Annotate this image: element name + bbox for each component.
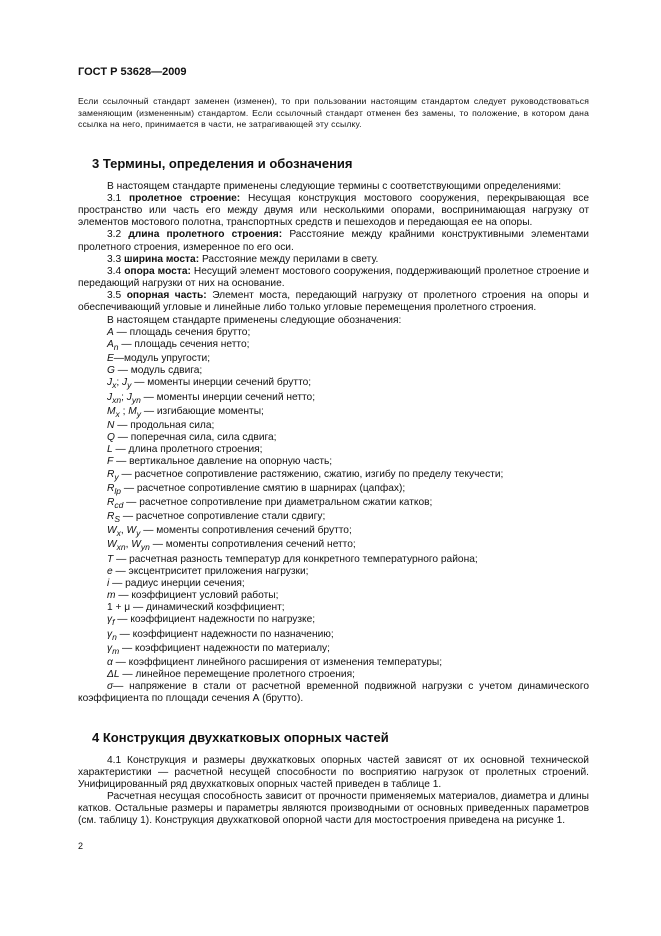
term-name: опора моста: [124,265,191,277]
term-text: Элемент моста, передающий нагрузку от пролетного строения на опоры и обеспечивающий угловые и линейные либо только угловые перемещения пролетного строения. [78,290,589,314]
symbol-separator: ; [116,377,123,389]
symbol: R [107,511,115,523]
symbol-description: — коэффициент надежности по нагрузке; [114,614,316,626]
symbol: G [107,365,115,377]
symbol: N [107,419,115,431]
symbol-definition [78,327,589,339]
term-number: 3.1 [107,192,122,204]
symbol-definition [78,377,589,391]
symbol-definition [78,432,589,444]
symbols-intro: В настоящем стандарте применены следующие обозначения: [107,314,402,326]
symbol-definition [78,511,589,525]
symbol-description: — моменты инерции сечений нетто; [140,391,316,403]
symbol-description: — расчетное сопротивление стали сдвигу; [120,511,326,523]
term-text: Расстояние между крайними конструктивными элементами пролетного строения, измеренное по его оси. [78,229,589,253]
symbol: W [107,525,117,537]
symbol-subscript: y [114,471,119,482]
symbol: R [107,496,115,508]
symbol-definition [78,681,589,705]
symbol-definition [78,456,589,468]
symbol: M [128,405,137,417]
symbol-separator: ; [121,391,127,403]
symbol-definition [78,578,589,590]
symbol-subscript: x [112,380,117,391]
symbol-subscript: xn [112,394,122,405]
symbol-description: — моменты сопротивления сечений брутто; [140,525,352,537]
symbol-separator: , [120,525,127,537]
section-3-title: 3 Термины, определения и обозначения [92,155,353,171]
symbol: W [131,539,141,551]
symbol-definition [78,643,589,657]
symbol: ΔL [107,669,120,681]
symbol-description: — динамический коэффициент; [130,602,285,614]
term-number: 3.4 [107,265,122,277]
symbol-description: — продольная сила; [114,419,215,431]
symbol: R [107,468,115,480]
symbol-subscript: f [112,617,115,628]
symbol: 1 + μ [107,602,131,614]
symbol: A [107,326,114,338]
section-4-paragraph: Расчетная несущая способность зависит от прочности применяемых материалов, диаметра и длины катков. Остальные размеры и параметры являются производными от основных приведенных параметров (см. таблицу 1). Конструкция двухкатковой опорной части для мостостроения приведена на рисунке 1. [78,791,589,827]
section-4-paragraph: 4.1 Конструкция и размеры двухкатковых опорных частей зависят от их основной технической характеристики — расчетной несущей способности по восприятию нагрузок от пролетных строений. Унифицированный ряд двухкатковых опорных частей приведен в таблице 1. [78,754,589,790]
symbol-description: — расчетная разность температур для конкретного температурного района; [113,553,478,565]
symbol-subscript: y [127,380,132,391]
term-number: 3.3 [107,253,122,265]
symbol-subscript: x [116,528,121,539]
symbol-description: — поперечная сила, сила сдвига; [114,432,277,444]
symbol: J [122,377,128,389]
symbol-definition [78,339,589,353]
symbol: J [107,377,113,389]
section-4-body [78,755,589,828]
symbol-definition [78,497,589,511]
symbol-description: — расчетное сопротивление смятию в шарнирах (цапфах); [120,482,406,494]
symbol-subscript: lp [114,485,121,496]
term-text: Расстояние между перилами в свету. [201,253,379,265]
term-text: Несущий элемент мостового сооружения, поддерживающий пролетное строение и передающий нагрузки от них на основание. [78,265,589,290]
symbol-subscript: y [136,528,141,539]
symbol-description: — напряжение в стали от расчетной временной подвижной нагрузки с учетом динамического коэффициента по площади сечения А (брутто). [78,681,589,705]
symbol: m [107,590,116,602]
symbol-subscript: y [136,408,141,419]
symbol-subscript: yn [140,542,150,553]
symbol-description: — коэффициент надежности по материалу; [119,642,330,654]
term-number: 3.5 [107,290,122,302]
symbol-definition [78,365,589,377]
document-page [78,66,589,828]
symbol: γ [107,628,113,640]
symbol: W [126,525,137,537]
symbol: γ [107,614,113,626]
term-definition [78,266,589,290]
symbol-description: —модуль упругости; [113,353,211,364]
symbol: α [107,656,113,668]
symbol-definition [78,539,589,553]
symbol: T [107,553,114,565]
symbol: M [107,405,116,417]
symbol-definition [78,525,589,539]
reference-note: Если ссылочный стандарт заменен (изменен), то при пользовании настоящим стандартом следует руководствоваться заменяющим (измененным) стандартом. Если ссылочный стандарт отменен без замены, то положение, в котором дана ссылка на него, принимается в части, не затрагивающей эту ссылку. [78,96,589,130]
symbol-description: — расчетное сопротивление при диаметральном сжатии катков; [123,496,433,508]
symbol-description: — радиус инерции сечения; [109,577,245,589]
symbol-definition [78,392,589,406]
symbol-subscript: S [114,514,121,525]
symbol-description: — линейное перемещение пролетного строения; [119,669,355,681]
symbol-definition [78,353,589,365]
symbol-definition [78,483,589,497]
symbol-description: — моменты инерции сечений брутто; [131,377,312,389]
symbol-subscript: xn [116,542,126,553]
symbol-description: — площадь сечения нетто; [118,338,250,350]
symbol-definition [78,602,589,614]
symbol-subscript: m [112,645,120,656]
symbol-definition [78,406,589,420]
term-name: пролетное строение: [128,192,241,204]
symbol-definition [78,669,589,681]
symbol: A [107,338,114,350]
symbol-description: — моменты сопротивления сечений нетто; [149,539,356,551]
symbol-description: — коэффициент линейного расширения от изменения температуры; [112,656,443,668]
symbol: σ [107,681,114,693]
symbol: F [107,456,114,468]
symbol-description: — длина пролетного строения; [112,444,263,456]
symbol-description: — коэффициент надежности по назначению; [116,628,334,640]
symbol: Q [107,432,115,444]
term-name: опорная часть: [126,290,207,302]
term-number: 3.2 [107,229,122,241]
symbol-description: — расчетное сопротивление растяжению, сжатию, изгибу по пределу текучести; [118,468,504,480]
symbol: γ [107,642,113,654]
symbol-definition [78,590,589,602]
symbol: R [107,482,115,494]
symbol: J [107,391,113,403]
symbol: L [107,444,113,456]
symbol: W [107,539,117,551]
term-definition [78,229,589,253]
symbol-separator: ; [119,405,129,417]
symbol-subscript: n [113,341,119,352]
symbol: e [107,565,113,577]
term-name: ширина моста: [124,253,200,265]
symbol-subscript: x [115,408,120,419]
symbol-definition [78,444,589,456]
page-number: 2 [78,841,84,851]
symbol-definition [78,629,589,643]
symbol-definition [78,614,589,628]
symbol-definition [78,420,589,432]
symbols-list [78,327,589,706]
symbol-description: — площадь сечения брутто; [113,326,251,338]
symbol-subscript: cd [114,499,124,510]
terms-list [78,193,589,315]
symbol-description: — модуль сдвига; [114,365,203,377]
section-4-title: 4 Конструкция двухкатковых опорных частей [92,729,389,745]
symbol-separator: , [125,539,132,551]
symbol-definition [78,566,589,578]
term-text: Несущая конструкция мостового сооружения, перекрывающая все пространство или часть его между двумя или несколькими опорами, воспринимающая нагрузку от элементов мостового полотна, транспортных средств и пешеходов и передающая ее на опоры. [78,192,589,229]
symbol-definition [78,657,589,669]
symbol-description: — коэффициент условий работы; [115,590,279,602]
symbol: E [107,353,114,364]
symbol-description: — изгибающие моменты; [141,405,264,417]
symbol: i [107,577,110,589]
section-3-intro: В настоящем стандарте применены следующие термины с соответствующими определениями: [107,180,562,192]
symbol-subscript: n [112,631,117,642]
term-name: длина пролетного строения: [128,229,283,241]
symbol-subscript: yn [131,394,141,405]
document-header: ГОСТ Р 53628—2009 [78,66,187,78]
term-definition [78,290,589,314]
symbol-definition [78,554,589,566]
term-definition [78,254,589,266]
term-definition [78,193,589,229]
symbol-definition [78,469,589,483]
symbol-description: — эксцентриситет приложения нагрузки; [112,565,309,577]
symbol-description: — вертикальное давление на опорную часть; [113,456,333,468]
symbol: J [126,391,132,403]
